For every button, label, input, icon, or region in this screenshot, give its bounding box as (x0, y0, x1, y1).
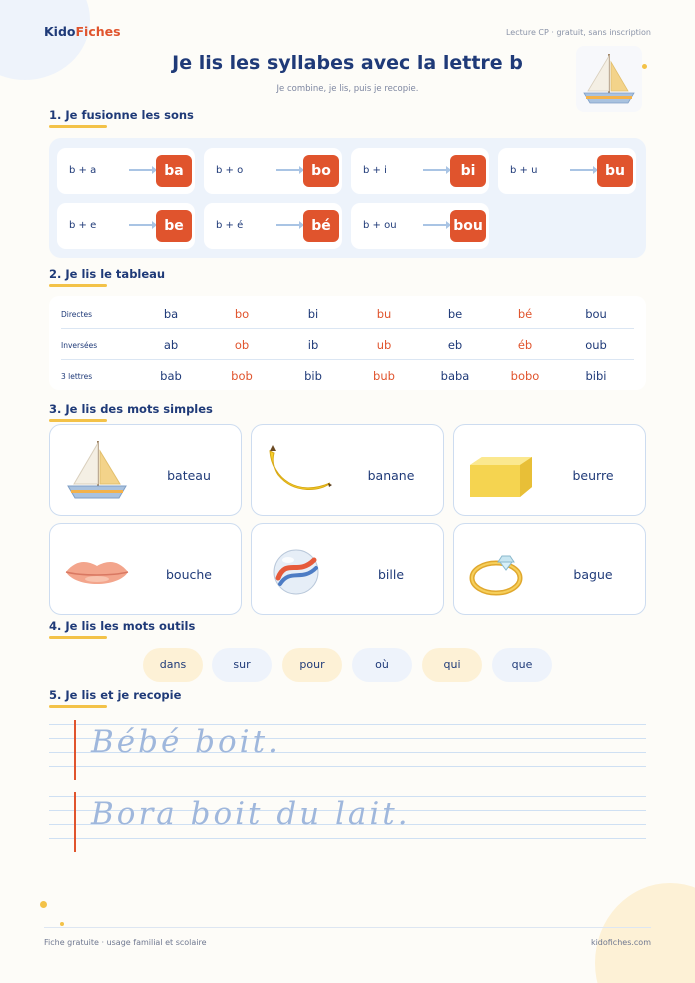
fusion-formula: b + é (216, 220, 244, 231)
brand-main: Kido (44, 24, 76, 39)
ruled-line (49, 766, 646, 767)
model-sentence: Bébé boit. (91, 724, 281, 760)
tagline: Lecture CP · gratuit, sans inscription (505, 28, 651, 37)
table-cell: ba (163, 307, 179, 321)
table-cell: ib (307, 338, 319, 352)
model-sentence: Bora boit du lait. (91, 796, 411, 832)
table-cell: bu (376, 307, 392, 321)
lips-icon (62, 534, 132, 604)
table-cell: oub (585, 338, 607, 352)
fusion-syllable: ba (156, 155, 192, 187)
decor-dot (60, 922, 64, 926)
footer-divider (44, 927, 651, 928)
word-label: bille (377, 567, 405, 582)
arrow-right-icon (276, 224, 302, 226)
section-title-table: 2. Je lis le tableau (49, 267, 166, 281)
syllable-table (49, 296, 646, 390)
arrow-right-icon (423, 224, 449, 226)
fusion-formula: b + ou (363, 220, 397, 231)
fusion-item (498, 148, 636, 194)
word-card (453, 523, 646, 615)
word-card (49, 424, 242, 516)
table-cell: baba (440, 369, 470, 383)
fusion-syllable: bo (303, 155, 339, 187)
table-cell: bobo (510, 369, 540, 383)
tool-word-pill: pour (282, 648, 342, 682)
tool-word-pill: où (352, 648, 412, 682)
section-title-words: 3. Je lis des mots simples (49, 402, 213, 416)
table-cell: bib (304, 369, 322, 383)
fusion-syllable: bu (597, 155, 633, 187)
table-row (61, 329, 634, 360)
arrow-right-icon (276, 169, 302, 171)
tool-word-pill: sur (212, 648, 272, 682)
tool-word-pill: que (492, 648, 552, 682)
table-cell: bi (307, 307, 319, 321)
ring-icon (466, 534, 536, 604)
word-card (49, 523, 242, 615)
word-label: bateau (167, 468, 211, 483)
word-card (251, 523, 444, 615)
fusion-formula: b + a (69, 165, 97, 176)
table-cell: ub (376, 338, 392, 352)
decor-dot (642, 64, 647, 69)
word-card (251, 424, 444, 516)
fusion-syllable: bou (450, 210, 486, 242)
table-cell: be (447, 307, 463, 321)
fusion-panel (49, 138, 646, 258)
arrow-right-icon (129, 169, 155, 171)
word-label: bouche (166, 567, 212, 582)
decor-blob-bottom-right (595, 883, 695, 983)
fusion-syllable: bé (303, 210, 339, 242)
table-row (61, 360, 634, 391)
fusion-item (57, 148, 195, 194)
table-cell: ab (163, 338, 179, 352)
arrow-right-icon (129, 224, 155, 226)
banana-icon (264, 435, 334, 505)
fusion-item (57, 203, 195, 249)
writing-lines (49, 792, 646, 852)
table-cell: ob (234, 338, 250, 352)
table-cell: éb (517, 338, 533, 352)
table-row (61, 298, 634, 329)
page-subtitle: Je combine, je lis, puis je recopie. (276, 84, 419, 94)
arrow-right-icon (423, 169, 449, 171)
word-card (453, 424, 646, 516)
tool-word-pill: dans (143, 648, 203, 682)
butter-icon (466, 435, 536, 505)
brand-accent: Fiches (75, 24, 121, 39)
arrow-right-icon (570, 169, 596, 171)
word-label: banane (367, 468, 415, 483)
writing-lines (49, 720, 646, 780)
table-cell: bo (234, 307, 250, 321)
section-title-copy: 5. Je lis et je recopie (49, 688, 182, 702)
section-title-fusion: 1. Je fusionne les sons (49, 108, 194, 122)
table-cell: bub (373, 369, 395, 383)
page-title: Je lis les syllabes avec la lettre b (172, 52, 523, 74)
fusion-syllable: be (156, 210, 192, 242)
footer-site: kidofiches.com (590, 938, 651, 947)
row-label: Directes (61, 310, 92, 319)
fusion-formula: b + u (510, 165, 538, 176)
ruled-line (49, 838, 646, 839)
fusion-formula: b + i (363, 165, 387, 176)
table-cell: bé (517, 307, 533, 321)
fusion-item (204, 203, 342, 249)
table-cell: eb (447, 338, 463, 352)
sailboat-icon (62, 435, 132, 505)
margin-line (74, 720, 76, 780)
footer-note: Fiche gratuite · usage familial et scolaire (44, 938, 207, 947)
table-cell: bab (160, 369, 182, 383)
word-label: bague (573, 567, 613, 582)
table-cell: bob (231, 369, 253, 383)
fusion-item (204, 148, 342, 194)
marble-icon (264, 534, 334, 604)
row-label: 3 lettres (61, 372, 93, 381)
tool-word-pill: qui (422, 648, 482, 682)
table-cell: bou (585, 307, 607, 321)
margin-line (74, 792, 76, 852)
brand-logo (44, 24, 121, 39)
fusion-formula: b + o (216, 165, 244, 176)
word-label: beurre (572, 468, 614, 483)
fusion-formula: b + e (69, 220, 97, 231)
row-label: Inversées (61, 341, 98, 350)
fusion-item (351, 148, 489, 194)
table-cell: bibi (585, 369, 607, 383)
fusion-syllable: bi (450, 155, 486, 187)
decor-dot (40, 901, 47, 908)
header-sailboat-icon (576, 46, 642, 112)
section-title-tools: 4. Je lis les mots outils (49, 619, 196, 633)
fusion-item (351, 203, 489, 249)
